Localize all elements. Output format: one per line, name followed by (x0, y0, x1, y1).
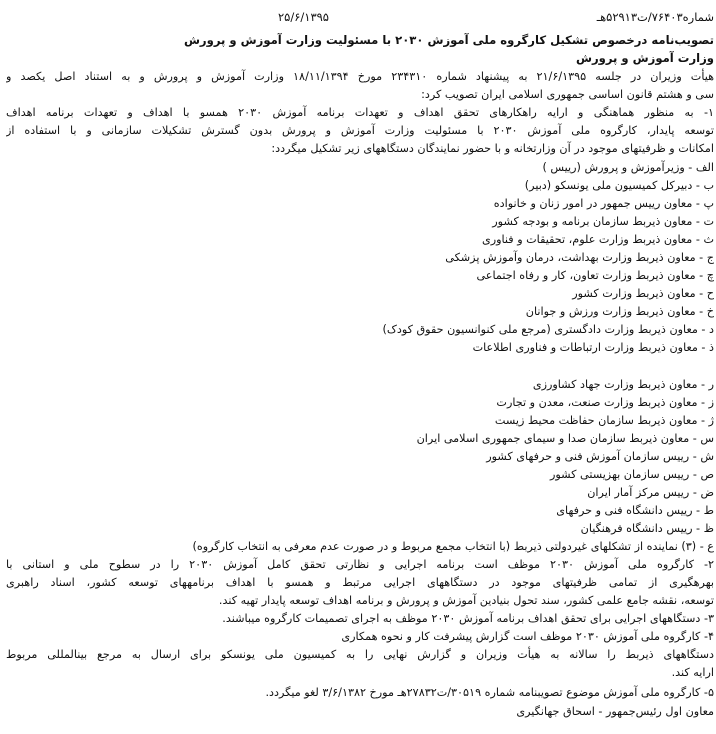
member-item: ع - (۳) نماینده از تشکلهای غیردولتی ذیربط (با انتخاب مجمع مربوط و در صورت عدم معرفی به انتخاب کارگروه) (192, 540, 714, 553)
clause-4-line: ارایه کند. (671, 666, 714, 679)
clause-2-line: ۲- کارگروه ملی آموزش ۲۰۳۰ موظف است برنامه اجرایی و نظارتی تحقق کامل آموزش ۲۰۳۰ را در سطوح ملی و استانی با (6, 558, 714, 571)
clause-3-line: ۳- دستگاههای اجرایی برای تحقق اهداف برنامه آموزش ۲۰۳۰ موظف به اجرای تصمیمات کارگروه میباشند. (222, 612, 714, 625)
clause-4-line: دستگاههای ذیربط را سالانه به هیأت وزیران و گزارش نهایی را به کمیسیون ملی یونسکو برای ارسال به مرجع بینالمللی مربوط (6, 648, 714, 661)
member-item: خ - معاون ذیربط وزارت ورزش و جوانان (525, 305, 714, 318)
member-item: ژ - معاون ذیربط سازمان حفاظت محیط زیست (494, 414, 714, 427)
signature: معاون اول رئیس‌جمهور - اسحاق جهانگیری (516, 705, 714, 718)
member-item: ش - رییس سازمان آموزش فنی و حرفهای کشور (486, 450, 714, 463)
member-item: ث - معاون ذیربط وزارت علوم، تحقیقات و فناوری (481, 233, 714, 246)
member-item: چ - معاون ذیربط وزارت تعاون، کار و رفاه اجتماعی (476, 269, 714, 282)
clause-2-line: توسعه، نقشه جامع علمی کشور، سند تحول بنیادین آموزش و پرورش و برنامه اهداف توسعه پایدار تهیه کند. (218, 594, 714, 607)
clause-1-line: ۱- به منظور هماهنگی و ارایه راهکارهای تحقق اهداف و تعهدات برنامه آموزش ۲۰۳۰ همسو با اهداف و تعهدات برنامه اهداف (6, 106, 714, 119)
member-item: ذ - معاون ذیربط وزارت ارتباطات و فناوری اطلاعات (472, 341, 714, 354)
clause-4-line: ۴- کارگروه ملی آموزش ۲۰۳۰ موظف است گزارش پیشرفت کار و نحوه همکاری (341, 630, 714, 643)
decree-date: ۲۵/۶/۱۳۹۵ (278, 10, 329, 24)
member-item: ب - دبیرکل کمیسیون ملی یونسکو (دبیر) (524, 179, 714, 192)
clause-1-line: توسعه پایدار، کارگروه ملی آموزش ۲۰۳۰ با مسئولیت وزارت آموزش و پرورش بدون گسترش تشکیلات سازمانی و با استفاده از (6, 124, 714, 137)
member-item: الف - وزیرآموزش و پرورش (رییس ) (542, 161, 714, 174)
intro-line: سی و هشتم قانون اساسی جمهوری اسلامی ایران تصویب کرد: (421, 88, 714, 101)
member-item: ظ - رییس دانشگاه فرهنگیان (580, 522, 714, 535)
member-item: ت - معاون ذیربط سازمان برنامه و بودجه کشور (492, 215, 714, 228)
clause-5-line: ۵- کارگروه ملی آموزش موضوع تصویبنامه شماره ۳۰۵۱۹/ت۲۷۸۳۲هـ مورخ ۳/۶/۱۳۸۲ لغو میگردد. (265, 686, 714, 699)
intro-line: هیأت وزیران در جلسه ۲۱/۶/۱۳۹۵ به پیشنهاد شماره ۲۳۴۳۱۰ مورخ ۱۸/۱۱/۱۳۹۴ وزارت آموزش و پرورش و به استناد اصل یکصد و (6, 70, 714, 83)
member-item: س - معاون ذیربط سازمان صدا و سیمای جمهوری اسلامی ایران (416, 432, 714, 445)
member-item: ح - معاون ذیربط وزارت کشور (572, 287, 714, 300)
member-item: ط - رییس دانشگاه فنی و حرفهای (556, 504, 714, 517)
member-item: پ - معاون رییس جمهور در امور زنان و خانواده (493, 197, 714, 210)
ministry-name: وزارت آموزش و پرورش (575, 51, 714, 65)
member-item: ص - رییس سازمان بهزیستی کشور (549, 468, 714, 481)
clause-1-line: امکانات و ظرفیتهای موجود در آن وزارتخانه و با حضور نمایندگان دستگاههای زیر تشکیل میگردد: (271, 142, 714, 155)
decree-title: تصویب‌نامه درخصوص تشکیل کارگروه ملی آموزش ۲۰۳۰ با مسئولیت وزارت آموزش و پرورش (183, 33, 714, 47)
clause-2-line: بهرهگیری از تمامی ظرفیتهای موجود در دستگاههای اجرایی مرتبط و همسو با اهداف برنامههای توسعه کشور، اسناد راهبری (6, 576, 714, 589)
member-item: ر - معاون ذیربط وزارت جهاد کشاورزی (532, 378, 714, 391)
member-item: ض - رییس مرکز آمار ایران (587, 486, 714, 499)
decree-number: شماره۷۶۴۰۳/ت۵۲۹۱۳هـ (596, 10, 714, 24)
member-item: د - معاون ذیربط وزارت دادگستری (مرجع ملی کنوانسیون حقوق کودک) (382, 323, 714, 336)
member-item: ج - معاون ذیربط وزارت بهداشت، درمان وآموزش پزشکی (445, 251, 714, 264)
member-item: ز - معاون ذیربط وزارت صنعت، معدن و تجارت (496, 396, 714, 409)
